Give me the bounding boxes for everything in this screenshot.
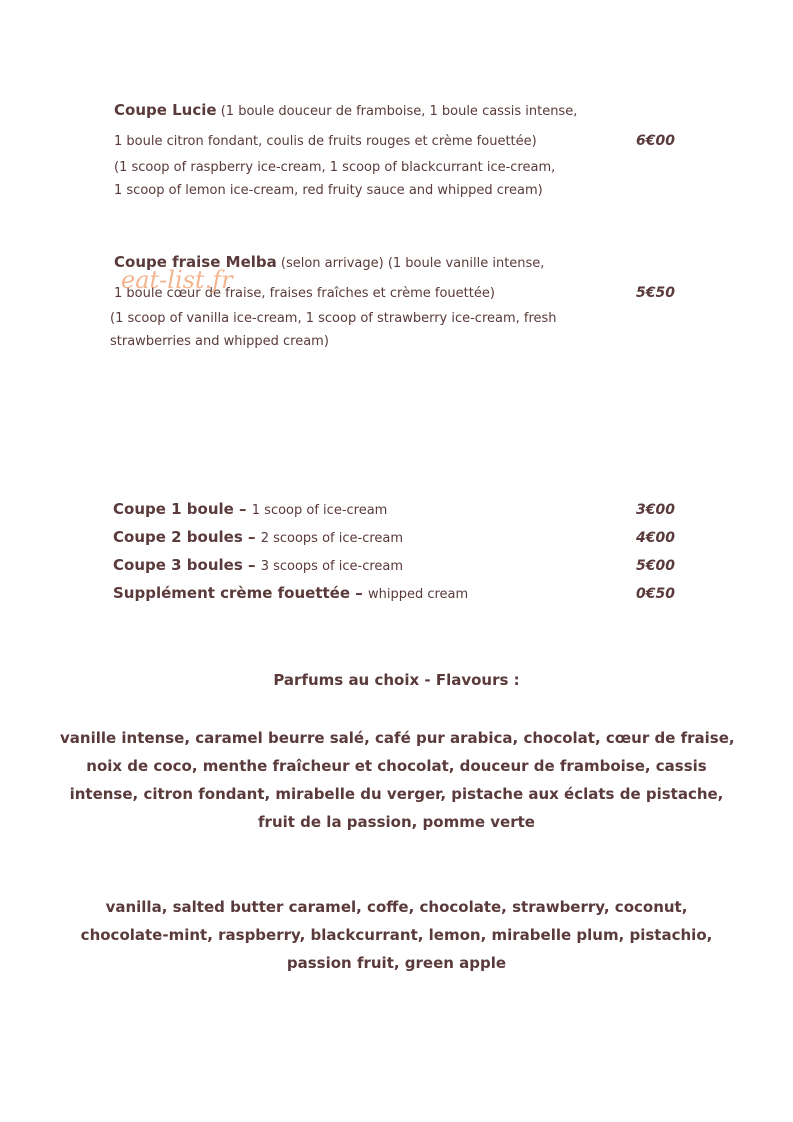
- flavour-line: intense, citron fondant, mirabelle du verger, pistache aux éclats de pistache,: [69, 785, 724, 803]
- item-name: Coupe fraise Melba: [114, 253, 277, 271]
- flavours-english-list: [60, 893, 733, 977]
- item-description: (selon arrivage) (1 boule vanille intense,: [280, 256, 545, 271]
- flavour-line: fruit de la passion, pomme verte: [258, 813, 535, 831]
- item-price: 4€00: [636, 530, 675, 546]
- item-title-line: [114, 102, 577, 120]
- item-english-description: (1 scoop of vanilla ice-cream, 1 scoop of strawberry ice-cream, fresh: [110, 311, 557, 326]
- item-dash: –: [350, 584, 368, 602]
- item-description: (1 boule douceur de framboise, 1 boule cassis intense,: [220, 104, 578, 119]
- watermark-logo: eat-list.fr: [121, 266, 233, 294]
- item-name: Coupe 1 boule: [113, 500, 234, 518]
- item-dash: –: [242, 556, 261, 574]
- item-description-line: 1 boule cœur de fraise, fraises fraîches et crème fouettée): [114, 286, 495, 301]
- item-price: 5€50: [636, 285, 675, 301]
- item-english-description: 1 scoop of lemon ice-cream, red fruity sauce and whipped cream): [114, 183, 543, 198]
- flavour-line: vanilla, salted butter caramel, coffe, chocolate, strawberry, coconut,: [105, 898, 688, 916]
- flavour-line: passion fruit, green apple: [286, 954, 507, 972]
- section-heading: Parfums au choix - Flavours :: [273, 671, 520, 689]
- item-english-description: (1 scoop of raspberry ice-cream, 1 scoop of blackcurrant ice-cream,: [114, 160, 556, 175]
- item-name: Supplément crème fouettée: [113, 584, 351, 602]
- list-item: [113, 557, 403, 575]
- item-description: 1 scoop of ice-cream: [251, 503, 388, 518]
- flavour-line: chocolate-mint, raspberry, blackcurrant, lemon, mirabelle plum, pistachio,: [80, 926, 713, 944]
- flavour-line: vanille intense, caramel beurre salé, café pur arabica, chocolat, cœur de fraise,: [60, 729, 735, 747]
- item-price: 3€00: [636, 502, 675, 518]
- item-description: 3 scoops of ice-cream: [260, 559, 404, 574]
- list-item: [113, 501, 387, 519]
- item-name: Coupe Lucie: [114, 101, 217, 119]
- item-price: 5€00: [636, 558, 675, 574]
- list-item: [113, 529, 403, 547]
- item-dash: –: [242, 528, 261, 546]
- item-dash: –: [233, 500, 252, 518]
- item-description-line: 1 boule citron fondant, coulis de fruits rouges et crème fouettée): [114, 134, 537, 149]
- flavours-french-list: [60, 724, 733, 836]
- flavour-line: noix de coco, menthe fraîcheur et chocolat, douceur de framboise, cassis: [86, 757, 707, 775]
- item-price: 6€00: [636, 133, 675, 149]
- item-english-description: strawberries and whipped cream): [110, 334, 329, 349]
- item-name: Coupe 2 boules: [113, 528, 243, 546]
- flavours-heading: [60, 666, 733, 694]
- list-item: [113, 585, 468, 603]
- item-price: 0€50: [636, 586, 675, 602]
- item-description: 2 scoops of ice-cream: [260, 531, 404, 546]
- item-description: whipped cream: [367, 587, 469, 602]
- item-name: Coupe 3 boules: [113, 556, 243, 574]
